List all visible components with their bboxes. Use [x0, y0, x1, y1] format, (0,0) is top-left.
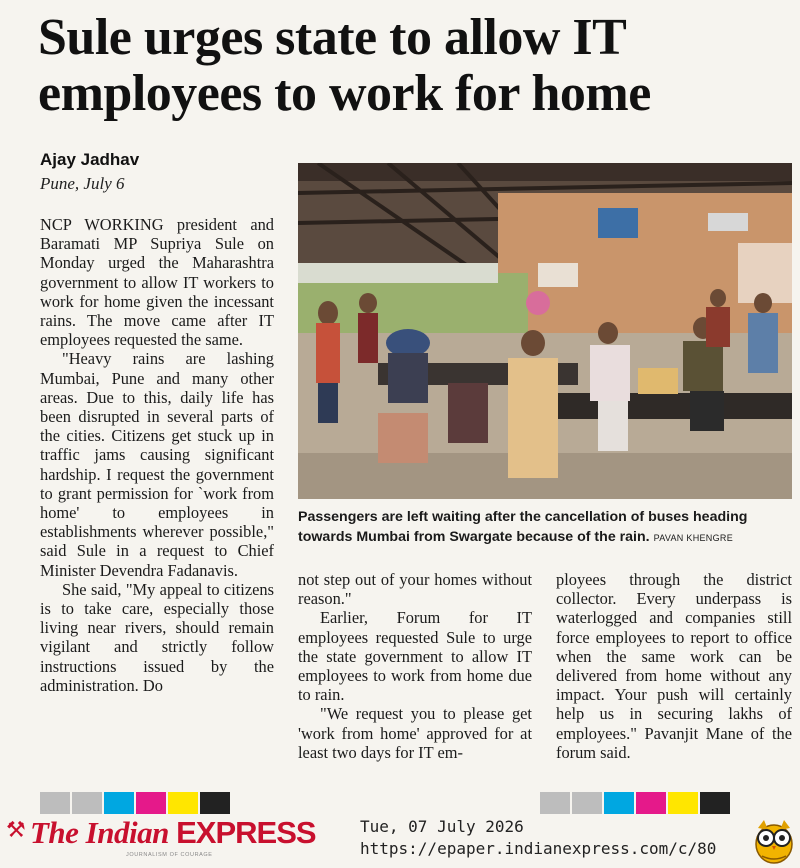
paragraph: "Heavy rains are lashing Mumbai, Pune and many other areas. Due to this, daily life has been disrupted in several parts of the cities. Citizens get stuck up in traffic jams causing significant hardship. I request the government to grant permission for `work from home' to employees in establishments wherever possible," said Sule in a request to Chief Minister Devendra Fadanavis.: [40, 349, 274, 580]
owl-mascot-icon: [752, 816, 796, 864]
paragraph: not step out of your homes without reason.": [298, 570, 532, 609]
paragraph: ployees through the district collector. Every underpass is waterlogged and companies still force employees to report to office when the same work can be delivered from home without any impact. Your push will certainly help us in securing lakhs of employees." Pavanjit Mane of the forum said.: [556, 570, 792, 762]
logo-tagline: JOURNALISM OF COURAGE: [126, 852, 213, 858]
paragraph: Earlier, Forum for IT employees requested Sule to urge the state government to allow IT employees to work from home due to rain.: [298, 608, 532, 705]
logo-mark-icon: ⚒: [6, 818, 26, 843]
article-column-3: [556, 570, 792, 762]
epaper-stamp: [360, 816, 750, 860]
photo-credit: PAVAN KHENGRE: [653, 533, 733, 543]
caption-text: Passengers are left waiting after the cancellation of buses heading towards Mumbai from Swargate because of the rain.: [298, 509, 748, 545]
paragraph: "We request you to please get 'work from home' approved for at least two days for IT em-: [298, 704, 532, 762]
epaper-url[interactable]: https://epaper.indianexpress.com/c/80: [360, 839, 717, 858]
byline: Ajay Jadhav: [40, 150, 140, 169]
paragraph: She said, "My appeal to citizens is to take care, especially those living near rivers, should remain vigilant and strictly follow instructions issued by the administration. Do: [40, 579, 274, 695]
publication-logo[interactable]: [30, 815, 316, 851]
news-photo: [298, 163, 792, 499]
article-column-1: [40, 215, 274, 695]
registration-marks-left: [40, 792, 232, 814]
date-stamp: Tue, 07 July 2026: [360, 817, 524, 836]
paragraph: NCP WORKING president and Baramati MP Supriya Sule on Monday urged the Maharashtra government to allow IT workers to work for home given the incessant rains. The move came after IT employees requested the same.: [40, 215, 274, 350]
dateline: Pune, July 6: [40, 174, 125, 193]
headline: [38, 10, 788, 122]
headline-line-2: employees to work for home: [38, 65, 651, 122]
logo-italic-text: The Indian: [30, 815, 169, 850]
headline-line-1: Sule urges state to allow IT: [38, 9, 627, 66]
article-column-2: [298, 570, 532, 762]
photo-caption: [298, 507, 792, 548]
logo-bold-text: EXPRESS: [176, 815, 316, 850]
registration-marks-right: [540, 792, 732, 814]
bus-station-photo: [298, 163, 792, 499]
